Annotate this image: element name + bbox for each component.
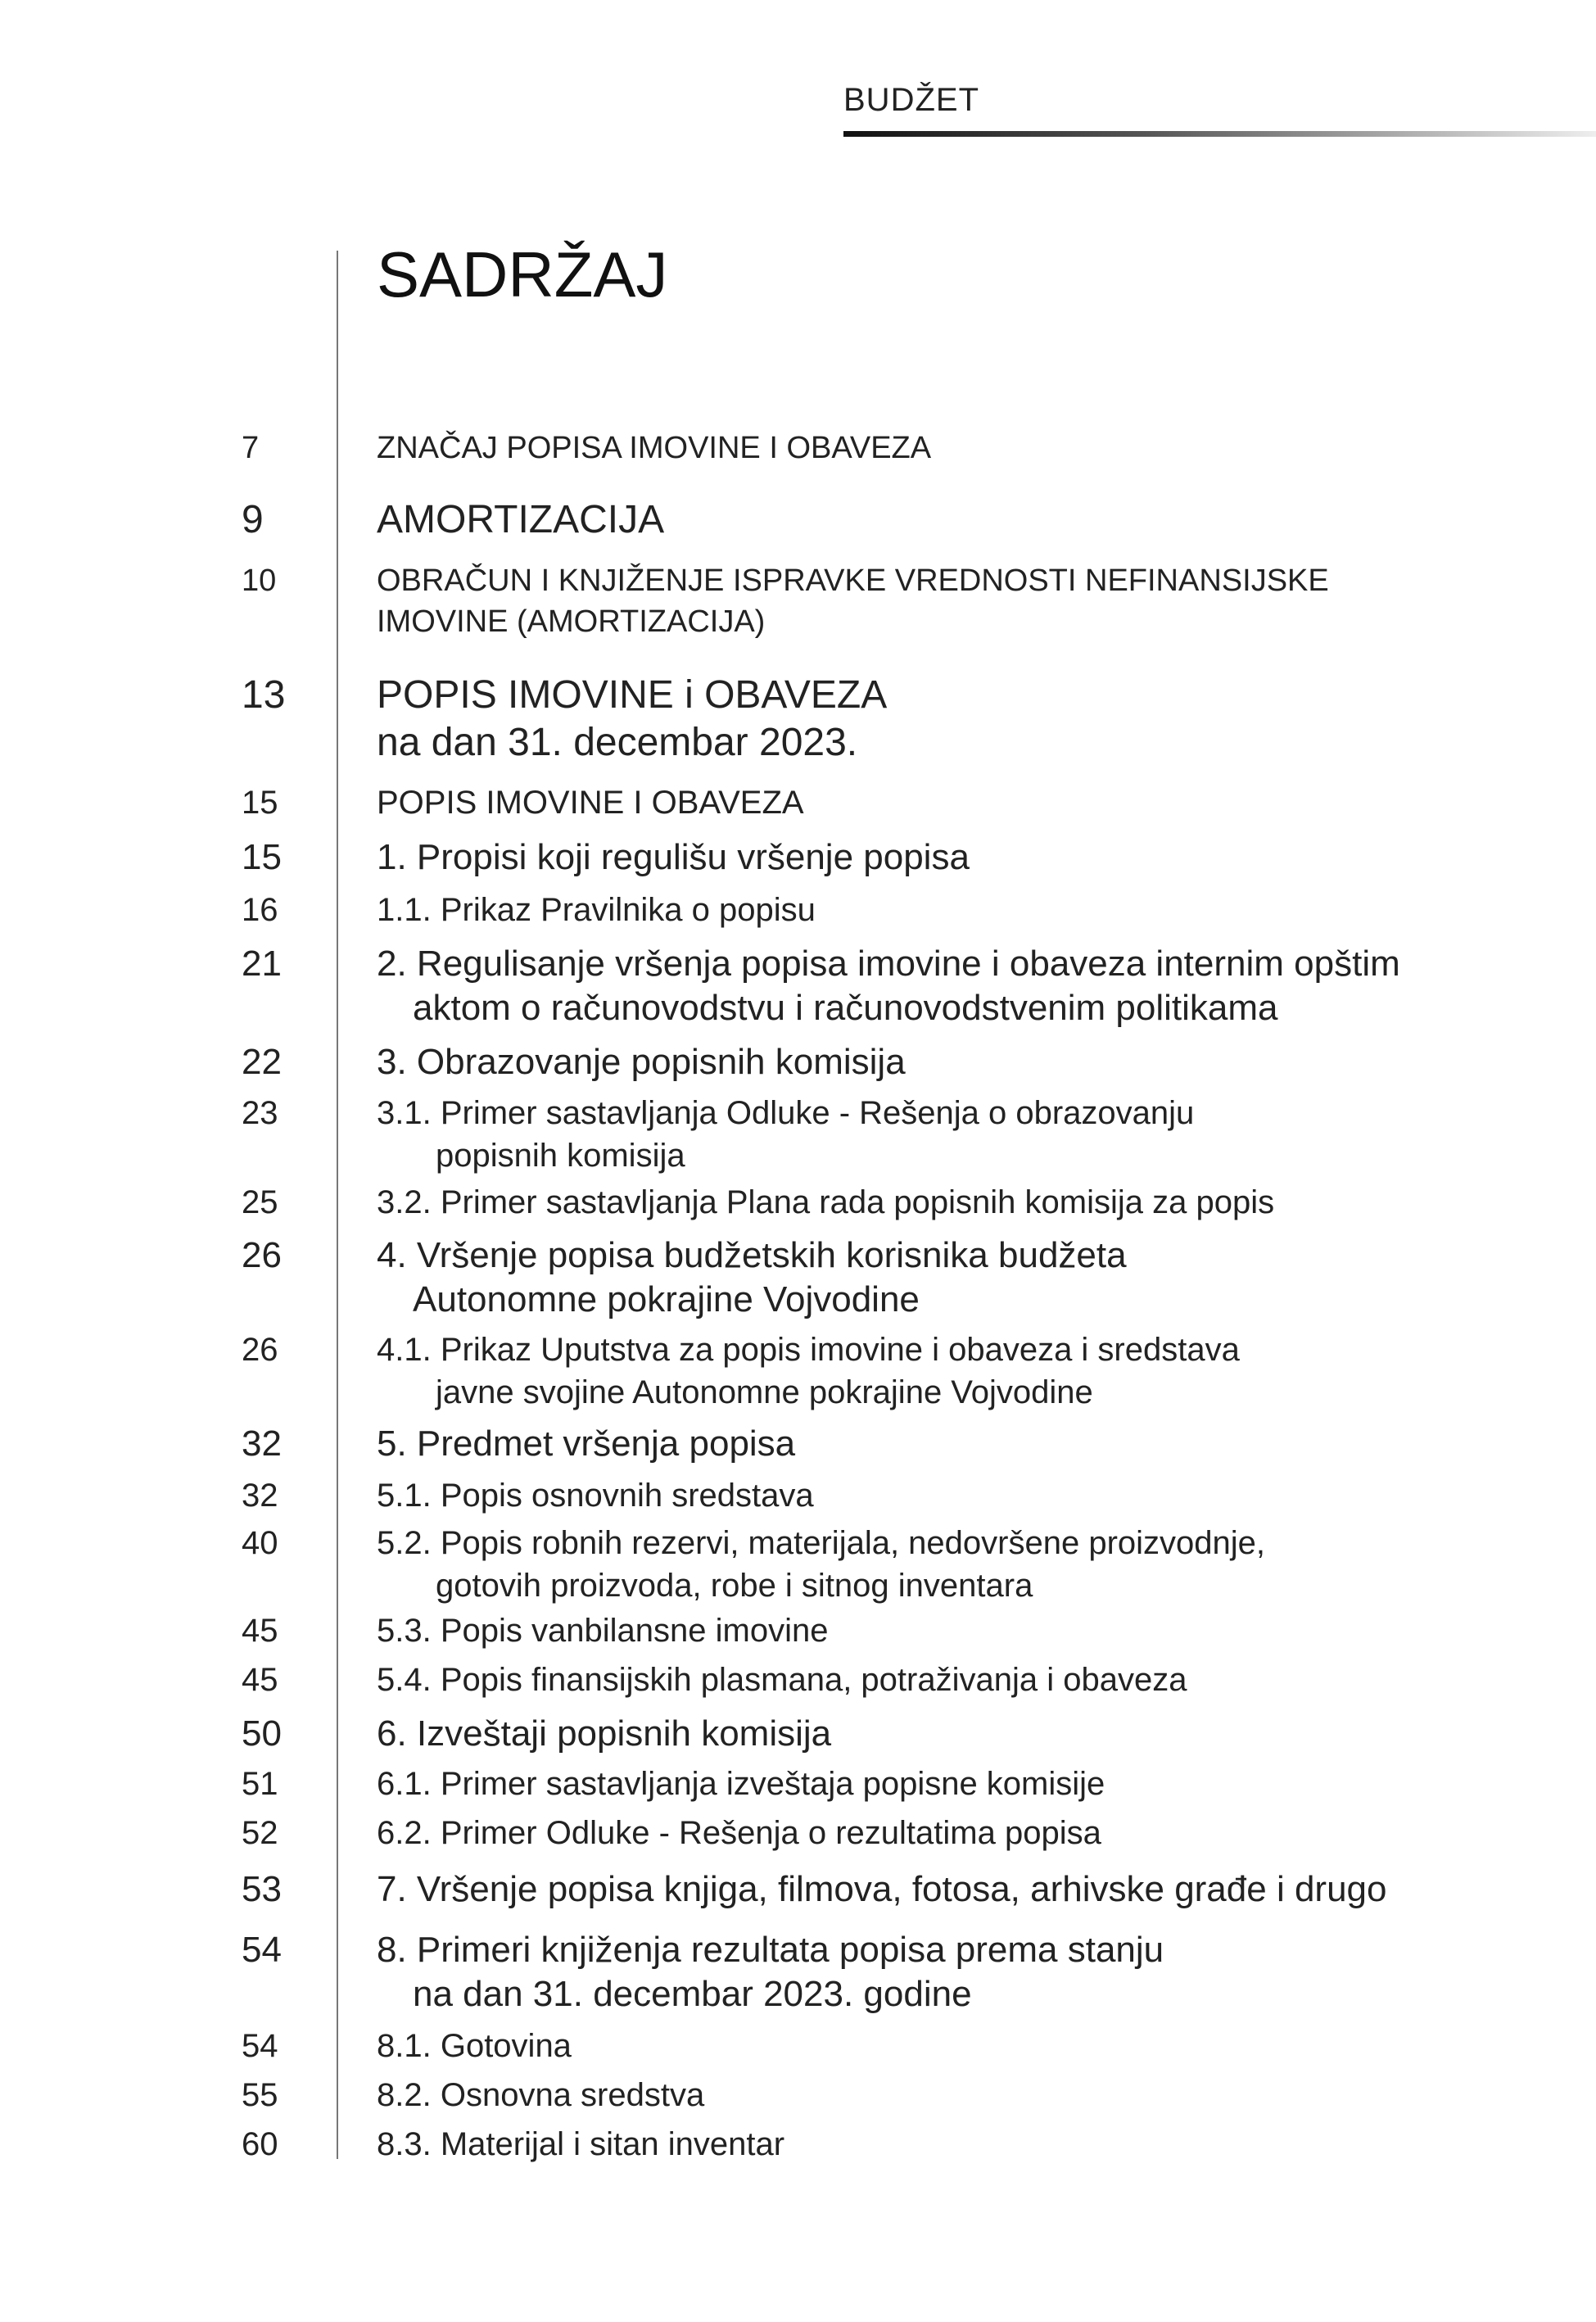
entry-title: 4.1. Prikaz Uputstva za popis imovine i obaveza i sredstava javne svojine Autonomne pokrajine Vojvodine [377, 1332, 1240, 1410]
entry-title: 5.4. Popis finansijskih plasmana, potraživanja i obaveza [377, 1662, 1187, 1698]
page-number: 13 [242, 673, 286, 717]
entry-title: 8.1. Gotovina [377, 2028, 572, 2064]
page-number: 54 [242, 2028, 278, 2064]
entry-title: 8. Primeri knjiženja rezultata popisa prema stanju na dan 31. decembar 2023. godine [377, 1930, 1164, 2014]
page-number: 51 [242, 1766, 278, 1802]
page-number: 9 [242, 498, 264, 541]
page-number: 55 [242, 2077, 278, 2113]
page-title: SADRŽAJ [377, 238, 668, 310]
entry-title: 6. Izveštaji popisnih komisija [377, 1713, 832, 1754]
entry-title: 2. Regulisanje vršenja popisa imovine i obaveza internim opštim aktom o računovodstvu i računovodstvenim politikama [377, 944, 1400, 1028]
entry-title: 5.1. Popis osnovnih sredstava [377, 1478, 814, 1514]
page-number: 26 [242, 1332, 278, 1368]
page-number: 26 [242, 1235, 282, 1275]
entry-title: OBRAČUN I KNJIŽENJE ISPRAVKE VREDNOSTI NEFINANSIJSKE IMOVINE (AMORTIZACIJA) [377, 564, 1329, 639]
entry-title: 5. Predmet vršenja popisa [377, 1424, 796, 1464]
page-number: 7 [242, 431, 260, 465]
entry-title: 4. Vršenje popisa budžetskih korisnika budžeta Autonomne pokrajine Vojvodine [377, 1235, 1127, 1319]
page-number: 23 [242, 1095, 278, 1131]
entry-title: 8.2. Osnovna sredstva [377, 2077, 705, 2113]
page-number: 53 [242, 1869, 282, 1909]
entry-title: POPIS IMOVINE I OBAVEZA [377, 785, 804, 821]
running-header: BUDŽET [843, 82, 979, 118]
page-number: 60 [242, 2126, 278, 2162]
entry-title: 6.2. Primer Odluke - Rešenja o rezultatima popisa [377, 1815, 1101, 1851]
entry-title: 7. Vršenje popisa knjiga, filmova, fotosa, arhivske građe i drugo [377, 1869, 1387, 1909]
page-number: 32 [242, 1478, 278, 1514]
entry-title: 1. Propisi koji regulišu vršenje popisa [377, 837, 970, 877]
page-number: 21 [242, 944, 282, 984]
page-number: 22 [242, 1042, 282, 1082]
page-number: 45 [242, 1613, 278, 1649]
entry-title: 3.1. Primer sastavljanja Odluke - Rešenja o obrazovanju popisnih komisija [377, 1095, 1195, 1174]
entry-title: 8.3. Materijal i sitan inventar [377, 2126, 785, 2162]
entry-title: ZNAČAJ POPISA IMOVINE I OBAVEZA [377, 431, 932, 465]
entry-title: AMORTIZACIJA [377, 498, 665, 541]
page-number: 25 [242, 1184, 278, 1220]
entry-title: 3.2. Primer sastavljanja Plana rada popisnih komisija za popis [377, 1184, 1275, 1220]
header-rule [843, 131, 1596, 137]
page-number: 32 [242, 1424, 282, 1464]
page-number: 15 [242, 837, 282, 877]
entry-title: POPIS IMOVINE i OBAVEZA na dan 31. decembar 2023. [377, 673, 888, 764]
entry-title: 6.1. Primer sastavljanja izveštaja popisne komisije [377, 1766, 1105, 1802]
page-number: 50 [242, 1713, 282, 1754]
vertical-divider [337, 251, 338, 2159]
entry-title: 3. Obrazovanje popisnih komisija [377, 1042, 906, 1082]
page-number: 16 [242, 892, 278, 928]
page-number: 40 [242, 1525, 278, 1561]
page-number: 54 [242, 1930, 282, 1970]
page-number: 52 [242, 1815, 278, 1851]
entry-title: 1.1. Prikaz Pravilnika o popisu [377, 892, 816, 928]
page-number: 45 [242, 1662, 278, 1698]
entry-title: 5.3. Popis vanbilansne imovine [377, 1613, 829, 1649]
page-number: 10 [242, 564, 277, 598]
page-number: 15 [242, 785, 278, 821]
entry-title: 5.2. Popis robnih rezervi, materijala, nedovršene proizvodnje, gotovih proizvoda, robe i sitnog inventara [377, 1525, 1266, 1604]
